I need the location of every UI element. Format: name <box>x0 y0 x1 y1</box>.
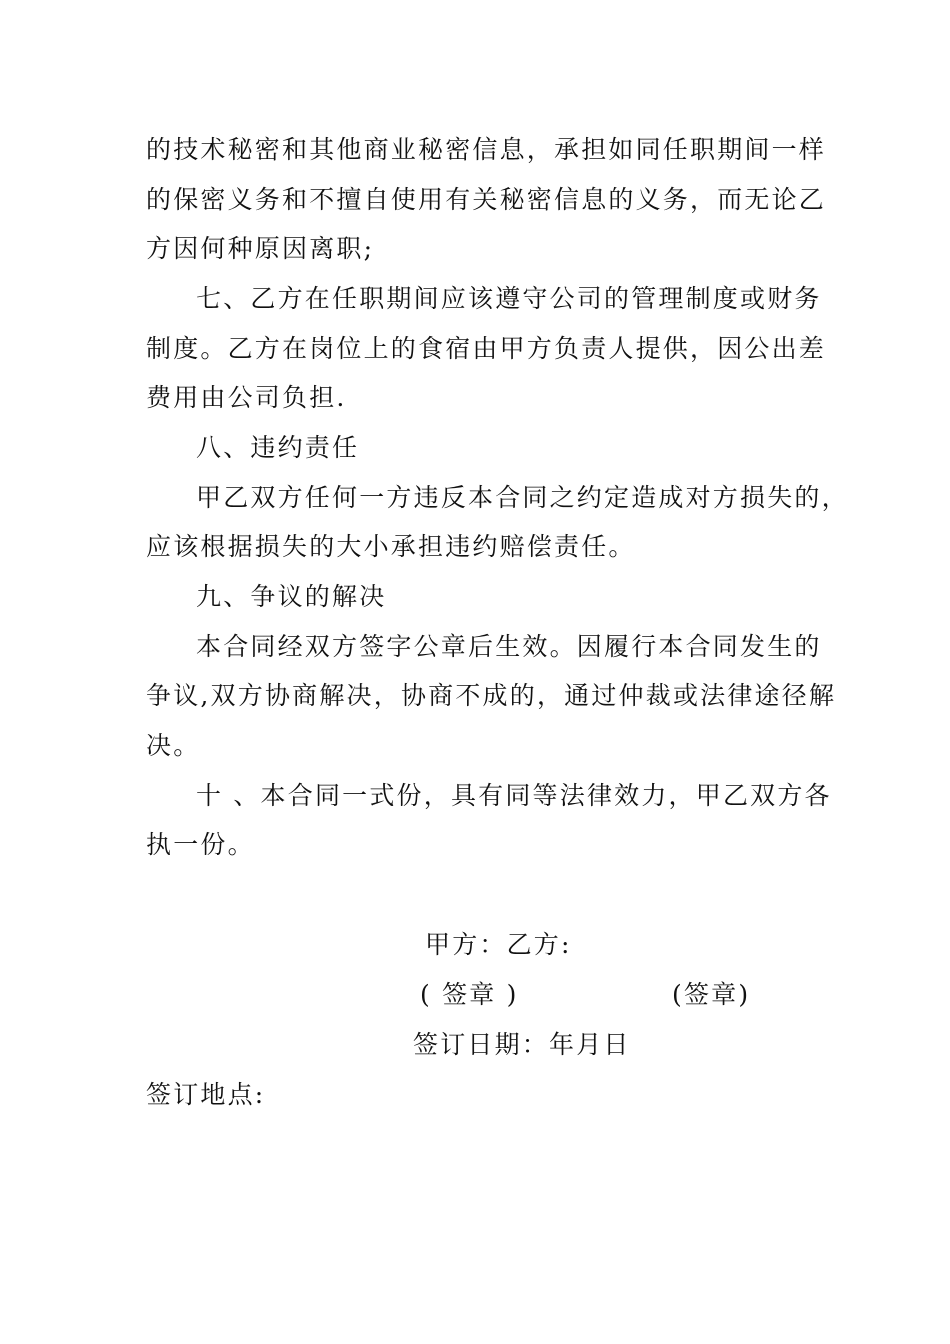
paragraph-line: 争议,双方协商解决，协商不成的，通过仲裁或法律途径解 <box>146 681 837 710</box>
paragraph-line: 应该根据损失的大小承担违约赔偿责任。 <box>146 532 636 561</box>
paragraph-line: 执一份。 <box>146 830 255 859</box>
signing-place: 签订地点: <box>146 1080 266 1109</box>
signature-parties: 甲方：乙方: <box>425 930 572 959</box>
paragraph-line: 方因何种原因离职; <box>146 234 375 263</box>
paragraph-line: 的技术秘密和其他商业秘密信息，承担如同任职期间一样 <box>146 135 827 164</box>
seal-party-b: (签章) <box>672 980 751 1009</box>
paragraph-line: 费用由公司负担. <box>146 383 347 412</box>
paragraph-line: 本合同经双方签字公章后生效。因履行本合同发生的 <box>196 632 822 661</box>
paragraph-line: 决。 <box>146 731 201 760</box>
paragraph-line: 甲乙双方任何一方违反本合同之约定造成对方损失的， <box>196 483 849 512</box>
paragraph-line: 制度。乙方在岗位上的食宿由甲方负责人提供，因公出差 <box>146 334 827 363</box>
clause-seven-line: 七、乙方在任职期间应该遵守公司的管理制度或财务 <box>196 284 822 313</box>
clause-eight-heading: 八、违约责任 <box>196 433 360 462</box>
paragraph-line: 的保密义务和不擅自使用有关秘密信息的义务，而无论乙 <box>146 185 827 214</box>
clause-nine-heading: 九、争议的解决 <box>196 582 387 611</box>
signing-date: 签订日期：年月日 <box>413 1030 631 1059</box>
seal-party-a: ( 签章 ) <box>420 980 519 1009</box>
clause-ten-line: 十 、本合同一式份，具有同等法律效力，甲乙双方各 <box>196 781 832 810</box>
